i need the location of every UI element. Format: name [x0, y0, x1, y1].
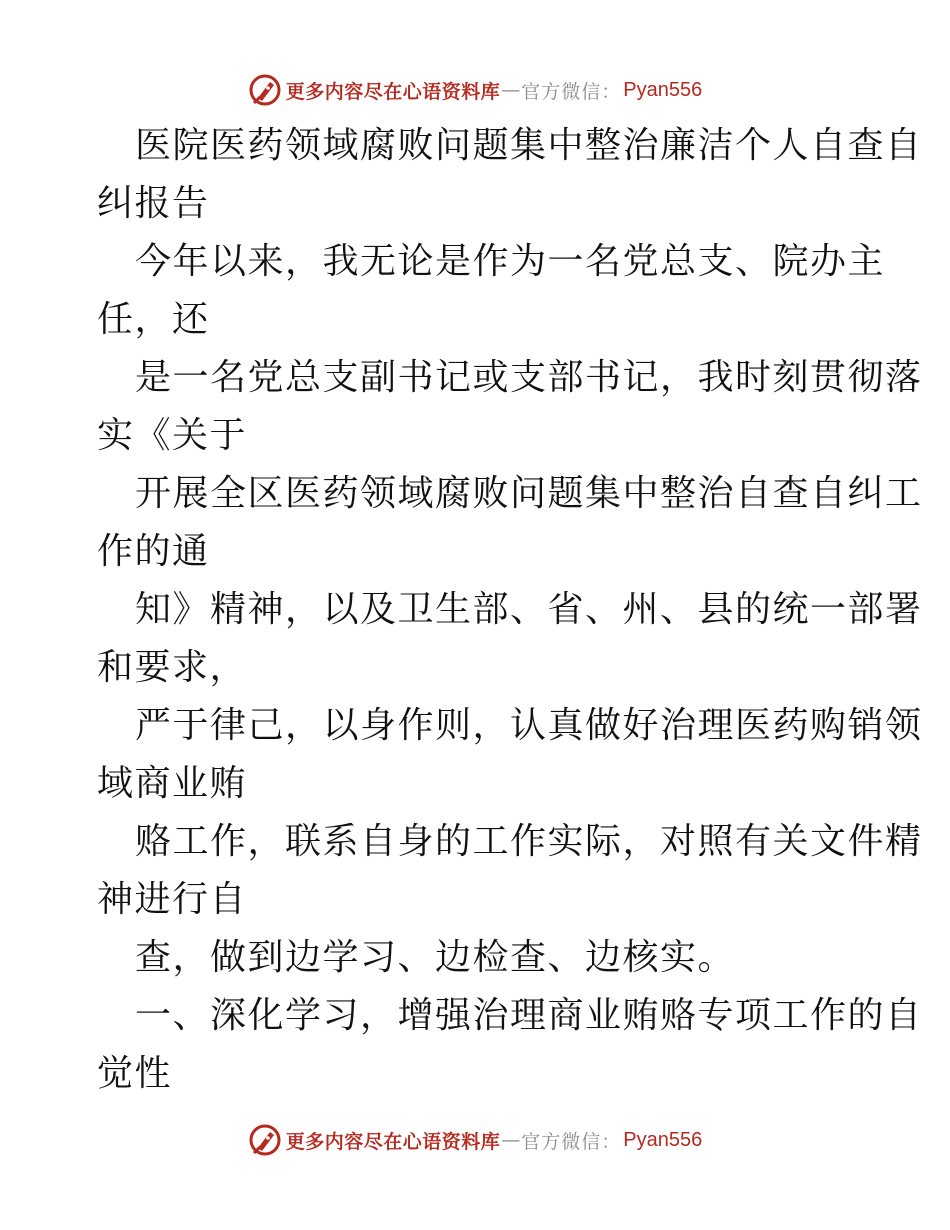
text-line: 任，还 — [97, 299, 210, 340]
title-line-1: 医院医药领域腐败问题集中整治廉洁个人自查自 — [135, 125, 923, 166]
text-line: 知》精神，以及卫生部、省、州、县的统一部署 — [135, 589, 923, 630]
text-line: 查，做到边学习、边检查、边核实。 — [135, 937, 736, 978]
text-line: 实《关于 — [97, 415, 248, 456]
header-watermark — [0, 70, 950, 110]
footer-watermark — [0, 1120, 950, 1160]
watermark-wechat-label: 官方微信： — [521, 80, 622, 103]
watermark-brand: 更多内容尽在心语资料库 — [285, 80, 501, 103]
watermark-brand: 更多内容尽在心语资料库 — [285, 1130, 501, 1153]
document-body — [97, 117, 923, 1103]
pen-nib-logo-icon — [248, 1123, 282, 1157]
text-line: 域商业贿 — [97, 763, 248, 804]
title-line-2: 纠报告 — [97, 183, 210, 224]
watermark-wechat-id: Pyan556 — [623, 1128, 703, 1151]
text-line: 赂工作，联系自身的工作实际，对照有关文件精 — [135, 821, 923, 862]
watermark-wechat-label: 官方微信： — [521, 1130, 622, 1153]
section-heading-line-1: 一、深化学习，增强治理商业贿赂专项工作的自 — [135, 995, 923, 1036]
text-line: 神进行自 — [97, 879, 248, 920]
text-line: 和要求， — [97, 647, 248, 688]
text-line: 今年以来，我无论是作为一名党总支、院办主 — [135, 241, 886, 282]
watermark-dash: — — [501, 79, 521, 101]
text-line: 开展全区医药领域腐败问题集中整治自查自纠工 — [135, 473, 923, 514]
text-line: 作的通 — [97, 531, 210, 572]
pen-nib-logo-icon — [248, 73, 282, 107]
text-line: 是一名党总支副书记或支部书记，我时刻贯彻落 — [135, 357, 923, 398]
section-heading-line-2: 觉性 — [97, 1053, 173, 1094]
watermark-wechat-id: Pyan556 — [623, 78, 703, 101]
watermark-dash: — — [501, 1129, 521, 1151]
text-line: 严于律己，以身作则，认真做好治理医药购销领 — [135, 705, 923, 746]
